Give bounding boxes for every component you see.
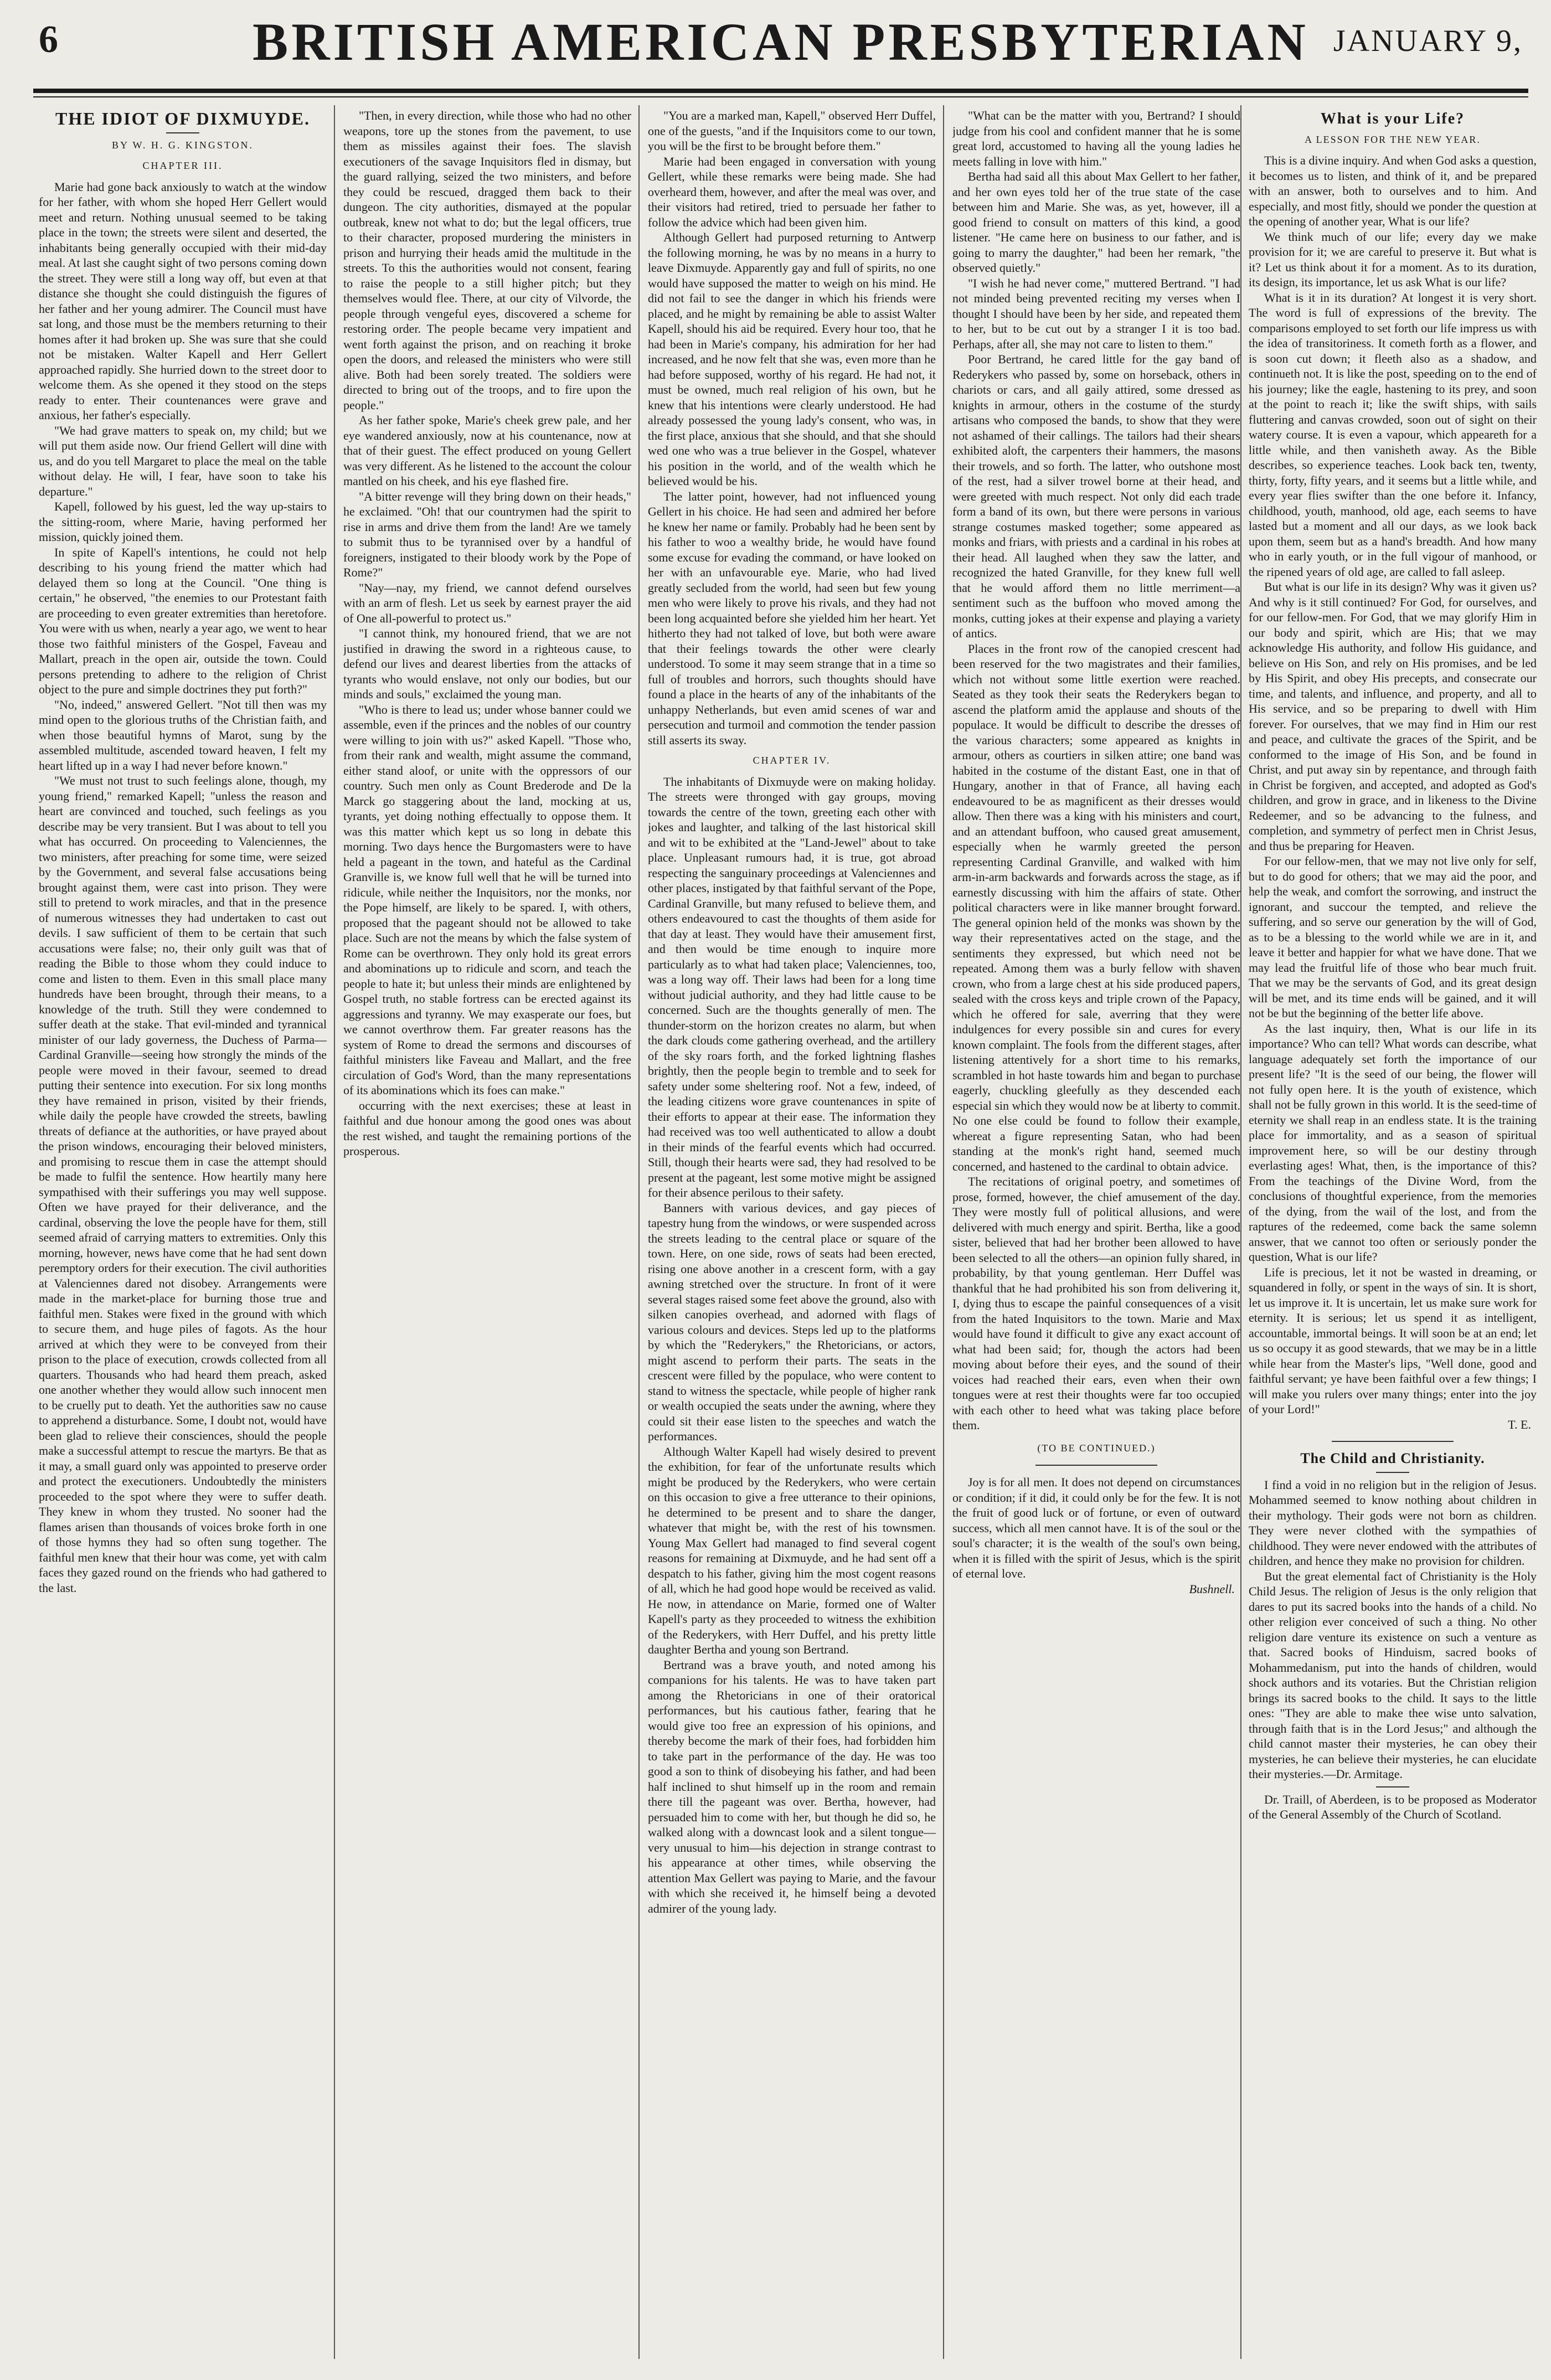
story-paragraph: "Nay—nay, my friend, we cannot defend ourselves with an arm of flesh. Let us seek by earnest prayer the aid of One all-powerful to protect us."	[343, 580, 631, 625]
story-paragraph: "I cannot think, my honoured friend, that we are not justified in drawing the sword in a righteous cause, to defend our lives and dearest liberties from the attacks of tyrants who would enslave, not only our bodies, but our minds and souls," exclaimed the young man.	[343, 626, 631, 701]
story-paragraph: "What can be the matter with you, Bertrand? I should judge from his cool and confident manner that he is some great lord, accustomed to having all the young ladies he meets falling in love with him."	[952, 109, 1240, 168]
story-paragraph: Places in the front row of the canopied crescent had been reserved for the two magistrates and their families, which not without some little exertion were reached. Seated as they took their seats the Rederykers began to ascend the platform amid the applause and shouts of the populace. It would be difficult to describe the dresses of the various characters; some appeared as knights in armour, others as courtiers in silken attire; one band was habited in the costume of the distant East, one in that of Hungary, another in that of France, all having each endeavoured to be as magnificent as their dresses would allow. Then there was a king with his ministers and court, and an attendant buffoon, who caused great amusement, especially when he warmly greeted the person representing Cardinal Granville, and walked with him arm-in-arm backwards and forwards across the stage, as if earnestly discussing with him the affairs of state. Other political characters were in like manner brought forward. The general opinion held of the monks was shown by the way their representatives acted on the stage, and the sentiments they expressed, but which need not be repeated. Among them was a burly fellow with shaven crown, who from a large chest at his side produced papers, sealed with the cross keys and triple crown of the Papacy, which he offered for sale, averring that they were indulgences for every possible sin and cures for every known complaint. The fools from the different stages, after listening attentively for a short time to his remarks, scrambled in hot haste towards him and began to purchase eagerly, chuckling gleefully as they descended each especial sin which they would now be at liberty to commit. No one else could be found to follow their example, whereat a figure representing Satan, who had been standing at the monk's right hand, seemed much concerned, and hastened to the cardinal to obtain advice.	[952, 641, 1240, 1173]
story-paragraph: Although Walter Kapell had wisely desired to prevent the exhibition, for fear of the unfortunate results which might be produced by the Rederykers, who were certain on this occasion to give a free utterance to their opinions, he determined to be present and to share the danger, whatever that might be, with the rest of his townsmen. Young Max Gellert had managed to find several cogent reasons for remaining at Dixmuyde, and he had sent off a despatch to his father, giving him the most cogent reasons of all, which he had good hope would be received as valid. He now, in attendance on Marie, formed one of Walter Kapell's party as they proceeded to witness the exhibition of the Rederykers, with Herr Duffel, and his pretty little daughter Bertha and young son Bertrand.	[648, 1444, 936, 1656]
article-paragraph: Dr. Traill, of Aberdeen, is to be proposed as Moderator of the General Assembly of the Church of Scotland.	[1249, 1792, 1537, 1821]
article-paragraph: As the last inquiry, then, What is our life in its importance? Who can tell? What words can describe, what language adequately set forth the importance of our present life? "It is the seed of our being, the flower will not fully open here. It is the youth of existence, which shall not be fully grown in this world. It is the seed-time of eternity we shall reap in an endless state. It is the training place for immortality, and as a season of spiritual improvement here, so will be our destiny through everlasting ages! What, then, is the importance of this? From the teachings of the Divine Word, from the conclusions of thoughtful experience, from the memories of the dying, from the wail of the lost, and from the raptures of the redeemed, come back the same solemn answer, that we cannot too often or seriously ponder the question, What is our life?	[1249, 1021, 1537, 1264]
title-rule	[1376, 1472, 1409, 1473]
masthead-rule-thin	[33, 96, 1528, 97]
chapter-heading: CHAPTER IV.	[753, 755, 831, 766]
story-paragraph: "Then, in every direction, while those who had no other weapons, tore up the stones from the pavement, to use them as missiles against their foes. The slavish executioners of the savage Inquisitors fled in dismay, but the guard rallying, seized the two ministers, and before they could be rescued, dragged them back to their dungeon. The city authorities, dismayed at the popular outbreak, knew not what to do; but the legal officers, true to their character, proposed murdering the ministers in prison and hurrying their heads amid the multitude in the streets. To this the authorities would not consent, fearing to raise the people to a still higher pitch; but they themselves would flee. There, at our city of Vilvorde, the people through vengeful eyes, discovered a scheme for restoring order. The people became very impatient and went forth against the prison, and on reaching it broke open the doors, and released the ministers who were still alive. Both had been sorely treated. The soldiers were directed to bring out of the troops, and to fire upon the people."	[343, 109, 631, 412]
column-4	[952, 108, 1240, 2356]
column-divider	[1240, 105, 1241, 2359]
story-paragraph: The recitations of original poetry, and sometimes of prose, formed, however, the chief amusement of the day. They were mostly full of political allusions, and were delivered with much energy and spirit. Bertha, like a good sister, believed that had her brother been allowed to have been selected to all the others—an opinion fully shared, in probability, by that young gentleman. Herr Duffel was thankful that he had prohibited his son from delivering it, I, dying thus to escape the painful consequences of a visit from the hated Inquisitors to the town. Marie and Max would have found it difficult to give any exact account of what had been said; for, though the actors had been moving about before their eyes, and the sound of their voices had reached their ears, even when their own tongues were at rest their thoughts were far too occupied with each other to heed what was taking place before them.	[952, 1174, 1240, 1432]
column-1	[39, 108, 327, 2356]
column-5	[1249, 108, 1537, 2356]
story-paragraph: Marie had been engaged in conversation with young Gellert, while these remarks were being made. She had overheard them, however, and after the meal was over, and their visitors had retired, tried to persuade her father to follow the advice which had been given him.	[648, 154, 936, 229]
story-paragraph: As her father spoke, Marie's cheek grew pale, and her eye wandered anxiously, now at his countenance, now at that of their guest. The effect produced on young Gellert was very different. As he listened to the account the colour mantled on his cheek, and his eye flashed fire.	[343, 413, 631, 488]
article-paragraph: I find a void in no religion but in the religion of Jesus. Mohammed seemed to know nothing about children in their mythology. Their gods were not born as children. They were never clothed with the sympathies of childhood. They were never endowed with the attributes of children, and hence they make no provision for children.	[1249, 1477, 1537, 1568]
article-paragraph: We think much of our life; every day we make provision for it; we are careful to preserve it. But what is it? Let us think about it for a moment. As to its duration, its design, its importance, let us ask What is our life?	[1249, 229, 1537, 289]
story-paragraph: Poor Bertrand, he cared little for the gay band of Rederykers who passed by, some on horseback, others in chariots or cars, and all gaily attired, some dressed as knights in armour, others in the costume of the sturdy artisans who composed the bands, to show that they were not ashamed of their callings. The tailors had their shears exhibited aloft, the carpenters their hammers, the masons their trowels, and so forth. The latter, who outshone most of the rest, had a silver trowel borne at their head, and were greeted with much respect. Not only did each trade form a band of its own, but there were persons in various strange costumes masked together; some appeared as monks and friars, with priests and a cardinal in his robes at their head. All laughed when they saw the latter, and recognized the hated Granville, for they knew full well that he would afford them no little merriment—a sentiment such as the buffoon who moved among the monks, cutting jokes at their expense and playing a variety of antics.	[952, 352, 1240, 640]
story-paragraph: Kapell, followed by his guest, led the way up-stairs to the sitting-room, where Marie, having performed her mission, quickly joined them.	[39, 499, 327, 544]
story-paragraph: occurring with the next exercises; these at least in faithful and due honour among the good ones was about the rest wished, and taught the remaining portions of the prosperous.	[343, 1098, 631, 1158]
chapter-heading: CHAPTER III.	[142, 160, 223, 171]
section-rule	[1035, 1465, 1157, 1466]
article-paragraph: This is a divine inquiry. And when God asks a question, it becomes us to listen, and think of it, and be prepared with an answer, both to ourselves and to him. And especially, and most fitly, should we ponder the question at the opening of another year, What is our life?	[1249, 153, 1537, 228]
column-2	[343, 108, 631, 2356]
story-paragraph: Banners with various devices, and gay pieces of tapestry hung from the windows, or were suspended across the streets leading to the central place or square of the town. Here, on one side, rows of seats had been erected, rising one above another in a crescent form, with a gay awning stretched over the structure. In front of it were several stages raised some feet above the ground, also with silken canopies overhead, and adorned with flags of various colours and devices. Steps led up to the platforms by which the "Rederykers," the Rhetoricians, or actors, might ascend to perform their parts. The seats in the crescent were filled by the populace, who were content to stand to witness the spectacle, while people of higher rank or wealth occupied the seats under the awning, where they could sit their ease listen to the speeches and watch the performances.	[648, 1201, 936, 1443]
column-3	[648, 108, 936, 2356]
masthead	[33, 7, 1528, 90]
column-divider	[943, 105, 944, 2359]
article-paragraph: For our fellow-men, that we may not live only for self, but to do good for others; that we may aid the poor, and help the weak, and comfort the sorrowing, and instruct the ignorant, and succour the tempted, and relieve the suffering, and so serve our generation by the will of God, as to be a blessing to the world while we are in it, and leave it better and happier for what we have done. That we may lead the fruitful life of those who bear much fruit. That we may be the servants of God, and its great design will be met, and its time ends will be gained, and it will not be but the beginning of the better life above.	[1249, 854, 1537, 1020]
newspaper-title: BRITISH AMERICAN PRESBYTERIAN	[253, 12, 1309, 71]
article-title: The Child and Christianity.	[1300, 1450, 1485, 1466]
article-signature: T. E.	[1508, 1417, 1531, 1431]
column-divider	[638, 105, 640, 2359]
story-paragraph: "Who is there to lead us; under whose banner could we assemble, even if the princes and the nobles of our country were willing to join with us?" asked Kapell. "Those who, from their rank and wealth, might assume the command, either stand aloof, or unite with the oppressors of our country. Such men only as Count Brederode and De la Marck go staggering about the land, mocking at us, tyrants, yet doing nothing effectually to oppose them. It was this matter which kept us so long in debate this morning. Two days hence the Burgomasters were to have held a pageant in the town, and hateful as the Cardinal Granville is, we know full well that he will be turned into ridicule, while neither the Inquisitors, nor the monks, nor the Pope himself, are likely to be spared. I, with others, proposed that the pageant should not be allowed to take place. Such are not the means by which the false system of Rome can be overthrown. They only hold its great errors and abominations up to ridicule and scorn, and teach the people to hate it; but unless their minds are enlightened by Gospel truth, no stable fortress can be erected against its aggressions and tyranny. We may exasperate our foes, but we cannot overthrow them. Far greater reasons has the system of Rome to dread the sermons and discourses of faithful ministers like Faveau and Mallart, and the free circulation of God's Word, than the many representations of its abominations which its foes can make."	[343, 702, 631, 1097]
story-paragraph: The latter point, however, had not influenced young Gellert in his choice. He had seen and admired her before he knew her name or family. Probably had he been sent by his father to woo a wealthy bride, he would have found some excuse for evading the command, or have looked on her with an unfavourable eye. Marie, who had lived greatly secluded from the world, had seen but few young men who were likely to prove his rivals, and they had not been long acquainted before she yielded him her heart. Yet hitherto they had not talked of love, but both were aware that their feelings towards the other were clearly understood. To some it may seem strange that in a time so full of troubles and horrors, such thoughts should have found a place in the hearts of any of the inhabitants of the unhappy Netherlands, but even amid scenes of war and persecution and turmoil and commotion the tender passion still asserts its sway.	[648, 489, 936, 747]
title-rule	[1376, 1786, 1409, 1787]
issue-date: JANUARY 9,	[1333, 24, 1523, 58]
page-number: 6	[39, 18, 58, 61]
story-title: THE IDIOT OF DIXMUYDE.	[55, 109, 311, 128]
story-paragraph: "I wish he had never come," muttered Bertrand. "I had not minded being prevented reciting my verses when I thought I should have been by her side, and repeated them to her, but to be cut out by a stranger I it is too bad. Perhaps, after all, she may not care to listen to them."	[952, 276, 1240, 351]
article-paragraph: But what is our life in its design? Why was it given us? And why is it still continued? For God, for ourselves, and for our fellow-men. For God, that we may glorify Him in our body and spirit, which are His; that we may acknowledge His authority, and follow His guidance, and believe on His Son, and rely on His promises, and be led by His Spirit, and obey His precepts, and consecrate our time, and talents, and influence, and property, and all to His service, and so be preparing to dwell with Him forever. For ourselves, that we may find in Him our rest and peace, and cultivate the graces of the Spirit, and be conformed to the image of His Son, and be found in Christ, and put away sin by repentance, and through faith in Christ be forgiven, and accepted, and adopted as God's children, and grow in grace, and in likeness to the Divine Redeemer, and so be advancing to the fulness, and completion, and symmetry of perfect men in Christ Jesus, and thus be preparing for Heaven.	[1249, 580, 1537, 853]
to-be-continued: (TO BE CONTINUED.)	[1037, 1442, 1156, 1454]
story-paragraph: "You are a marked man, Kapell," observed Herr Duffel, one of the guests, "and if the Inquisitors come to our town, you will be the first to be brought before them."	[648, 109, 936, 153]
title-rule	[166, 132, 199, 133]
story-paragraph: "We had grave matters to speak on, my child; but we will put them aside now. Our friend Gellert will dine with us, and do you tell Margaret to place the meal on the table without delay. He will, I fear, have soon to take his departure."	[39, 423, 327, 498]
section-rule	[1332, 1441, 1454, 1442]
story-paragraph: Marie had gone back anxiously to watch at the window for her father, with whom she hoped Herr Gellert would meet and return. Nothing unusual seemed to be taking place in the town; the streets were silent and deserted, the inhabitants being generally occupied with their mid-day meal. At last she caught sight of two persons coming down the street. They were still a long way off, but even at that distance she thought she could distinguish the figures of her father and her young admirer. The Council must have sat long, and those must be the members returning to their homes after it had broken up. She was sure that she could not be mistaken. Walter Kapell and Herr Gellert approached rapidly. She hurried down to the street door to welcome them. As she opened it they stood on the steps ready to enter. Their countenances were grave and anxious, her father's especially.	[39, 179, 327, 422]
story-paragraph: "No, indeed," answered Gellert. "Not till then was my mind open to the glorious truths of the Christian faith, and when those beautiful hymns of Marot, sung by the assembled multitude, ascended toward heaven, I felt my heart lifted up in a way I had never before known."	[39, 697, 327, 772]
story-paragraph: "We must not trust to such feelings alone, though, my young friend," remarked Kapell; "unless the reason and heart are convinced and touched, such feelings as you describe may be very transient. But I was about to tell you what has occurred. On proceeding to Valenciennes, the two ministers, after preaching for some time, were seized by the Government, and several false accusations being brought against them, were cast into prison. They were still to pretend to work miracles, and that in the presence of numerous witnesses they had undertaken to cast out devils. I saw sufficient of them to be certain that such accusations were false; no, their only guilt was that of reading the Bible to those whom they could induce to come and listen to them. Even in this small place many hundreds have been brought, through their means, to a knowledge of the truth. Still they were condemned to suffer death at the stake. That evil-minded and tyrannical minister of our lady governess, the Duchess of Parma—Cardinal Granville—seeing how strongly the minds of the people were moved in their favour, seemed to dread putting their sentence into execution. For six long months they have remained in prison, visited by their friends, while daily the people have crowded the streets, bawling threats of defiance at the authorities, or have prayed about the prison windows, encouraging their beloved ministers, and promising to rescue them in case the attempt should be made to fulfil the sentence. How heartily many here sympathised with their sufferings you may well suppose. Often we have prayed for their deliverance, and the cardinal, observing the love the people have for them, still seemed afraid of carrying matters to extremities. Only this morning, however, news have come that he had sent down peremptory orders for their execution. The civil authorities at Valenciennes dared not disobey. Arrangements were made in the market-place for burning those true and faithful men. Stakes were fixed in the ground with which to secure them, and huge piles of fagots. As the hour arrived at which they were to be conveyed from their prison to the place of execution, crowds collected from all quarters. Thousands who had heard them preach, asked one another whether they would allow such innocent men to be cruelly put to death. Yet the authorities saw no cause to apprehend a disturbance. Some, I doubt not, would have been glad to relieve their consciences, should the people make a successful attempt to rescue the martyrs. Be that as it may, a small guard only was appointed to preserve order and protect the executioners. Undoubtedly the ministers proceeded to the spot where they were to suffer death. They knew in whom they trusted. No sooner had the flames arisen than thousands of voices broke forth in one of those hymns they had so often sung together. The faithful men knew that their hour was come, yet with calm faces they gazed round on the friends who had gathered to the last.	[39, 774, 327, 1595]
story-paragraph: Bertha had said all this about Max Gellert to her father, and her own eyes told her of the true state of the case between him and Marie. She was, as yet, however, ill a good friend to consult on matters of this kind, a good listener. "He came here on business to our father, and is going to marry the daughter," had been her remark, "the observed quietly."	[952, 169, 1240, 275]
article-title: What is your Life?	[1320, 110, 1465, 127]
masthead-rule	[33, 89, 1528, 93]
story-paragraph: The inhabitants of Dixmuyde were on making holiday. The streets were thronged with gay groups, moving towards the centre of the town, greeting each other with jokes and laughter, and talking of the last historical skill and wit to be exhibited at the "Land-Jewel" about to take place. Unpleasant rumours had, it is true, got abroad respecting the sanguinary proceedings at Valenciennes and other places, instigated by that faithful servant of the Pope, Cardinal Granville, but many refused to believe them, and others endeavoured to cast the thoughts of them aside for that day at least. They would have their amusement first, and then would be time enough to inquire more particularly as to what had taken place; Valenciennes, too, was a long way off. Their laws had been for a long time without judicial authority, and they had little cause to be concerned. Such are the thoughts generally of men. The thunder-storm on the horizon creates no alarm, but when the dark clouds come gathering overhead, and the artillery of the sky roars forth, and the forked lightning flashes brightly, then the people begin to tremble and to seek for safety under some sheltering roof. Not a few, indeed, of the leading citizens wore grave countenances in spite of their efforts to appear at their ease. The information they had received was too well authenticated to allow a doubt in their minds of the fearful events which had occurred. Still, though their hearts were sad, they had resolved to be present at the pageant, lest some motive might be assigned for their absence perilous to their safety.	[648, 774, 936, 1199]
article-paragraph: Life is precious, let it not be wasted in dreaming, or squandered in folly, or spent in the ways of sin. It is short, let us improve it. It is uncertain, let us make sure work for eternity. It is serious; let us spend it as intelligent, accountable, immortal beings. It will soon be at an end; let us so occupy it as good stewards, that we may be in a little while hear from the Master's lips, "Well done, good and faithful servant; ye have been faithful over a few things; I will make you rulers over many things; enter into the joy of your Lord!"	[1249, 1265, 1537, 1416]
column-divider	[334, 105, 335, 2359]
story-paragraph: Bertrand was a brave youth, and noted among his companions for his talents. He was to have taken part among the Rhetoricians in one of their oratorical performances, but his cautious father, fearing that he would give too free an expression of his opinions, and thereby become the mark of their foes, had forbidden him to take part in the performance of the day. He was too good a son to think of disobeying his father, and had been half inclined to shut himself up in the room and remain there till the pageant was over. Bertha, however, had persuaded him to come with her, but though he did so, he walked along with a downcast look and a silent tongue—very unusual to him—his dejection in strange contrast to his appearance at other times, while observing the attention Max Gellert was paying to Marie, and the favour with which she received it, he himself being a devoted admirer of the young lady.	[648, 1657, 936, 1915]
article-paragraph: But the great elemental fact of Christianity is the Holy Child Jesus. The religion of Jesus is the only religion that dares to put its sacred books into the hands of a child. No other religion ever conceived of such a thing. No other religion dare venture its existence on such a venture as that. Sacred books of Hinduism, sacred books of Mohammedanism, put into the hands of children, would shock authors and its votaries. But the Christian religion brings its sacred books to the child. It says to the little ones: "They are able to make thee wise unto salvation, through faith that is in the Lord Jesus;" and although the child cannot master their mysteries, he can obey their mysteries, he can believe their mysteries, he can elucidate their mysteries.—Dr. Armitage.	[1249, 1569, 1537, 1781]
article-paragraph: What is it in its duration? At longest it is very short. The word is full of expressions of the brevity. The comparisons employed to set forth our life impress us with the idea of transitoriness. It cometh forth as a flower, and is soon cut down; it fleeth also as a shadow, and continueth not. It is like the post, speeding on to the end of his journey; like the eagle, hastening to its prey, and soon at the point to reach it; like the swift ships, with sails fluttering and canvas crowded, soon out of sight on their watery course. It is even a vapour, which appeareth for a little while, and then vanisheth away. As the Bible describes, so experience teaches. Look back ten, twenty, thirty, forty, fifty years, and it seems but a little while, and every year flies swifter than the one before it. Infancy, childhood, youth, manhood, old age, each seems to have lasted but a moment and all our days, as we look back upon them, seem but as a hand's breadth. And how many who in early youth, or in the full vigour of manhood, or the ripened years of old age, are called to fall asleep.	[1249, 290, 1537, 579]
story-paragraph: "A bitter revenge will they bring down on their heads," he exclaimed. "Oh! that our countrymen had the spirit to rise in arms and drive them from the land! Are we tamely to submit thus to be tyrannised over by a handful of foreigners, instigated to their bloody work by the Pope of Rome?"	[343, 489, 631, 579]
article-subtitle: A LESSON FOR THE NEW YEAR.	[1305, 133, 1481, 145]
story-paragraph: Although Gellert had purposed returning to Antwerp the following morning, he was by no means in a hurry to leave Dixmuyde. Apparently gay and full of spirits, no one would have supposed the matter to weigh on his mind. He did not fail to see the danger in which his friends were placed, and he might by remaining be able to assist Walter Kapell, should his aid be required. Every hour too, that he had been in Marie's company, his admiration for her had increased, and he now felt that she was, even more than he had before supposed, worthy of his regard. He had not, it must be owned, much real religion of his own, but he knew that his intentions were clearly understood. He had already possessed the young lady's consent, who was, in the first place, anxious that she should, and that she should wed one who was a true believer in the Gospel, whatever his position in the world, and of the wealth which he believed would be his.	[648, 230, 936, 488]
story-paragraph: In spite of Kapell's intentions, he could not help describing to his young friend the matter which had delayed them so long at the Council. "One thing is certain," he observed, "the enemies to our Protestant faith are proceeding to even greater extremities than heretofore. You were with us when, nearly a year ago, we went to hear those two faithful ministers of the Gospel, Faveau and Mallart, preach in the open air, outside the town. Could persons pretending to adhere to the religion of Christ object to the pure and simple doctrines they put forth?"	[39, 545, 327, 696]
story-byline: BY W. H. G. KINGSTON.	[111, 139, 254, 151]
signature: Bushnell.	[1189, 1581, 1235, 1596]
joy-paragraph: Joy is for all men. It does not depend on circumstances or condition; if it did, it could only be for the few. It is not the fruit of good luck or of fortune, or even of outward success, which all men cannot have. It is of the soul or the soul's character; it is the wealth of the soul's own being, when it is filled with the spirit of Jesus, which is the spirit of eternal love.	[952, 1475, 1240, 1580]
